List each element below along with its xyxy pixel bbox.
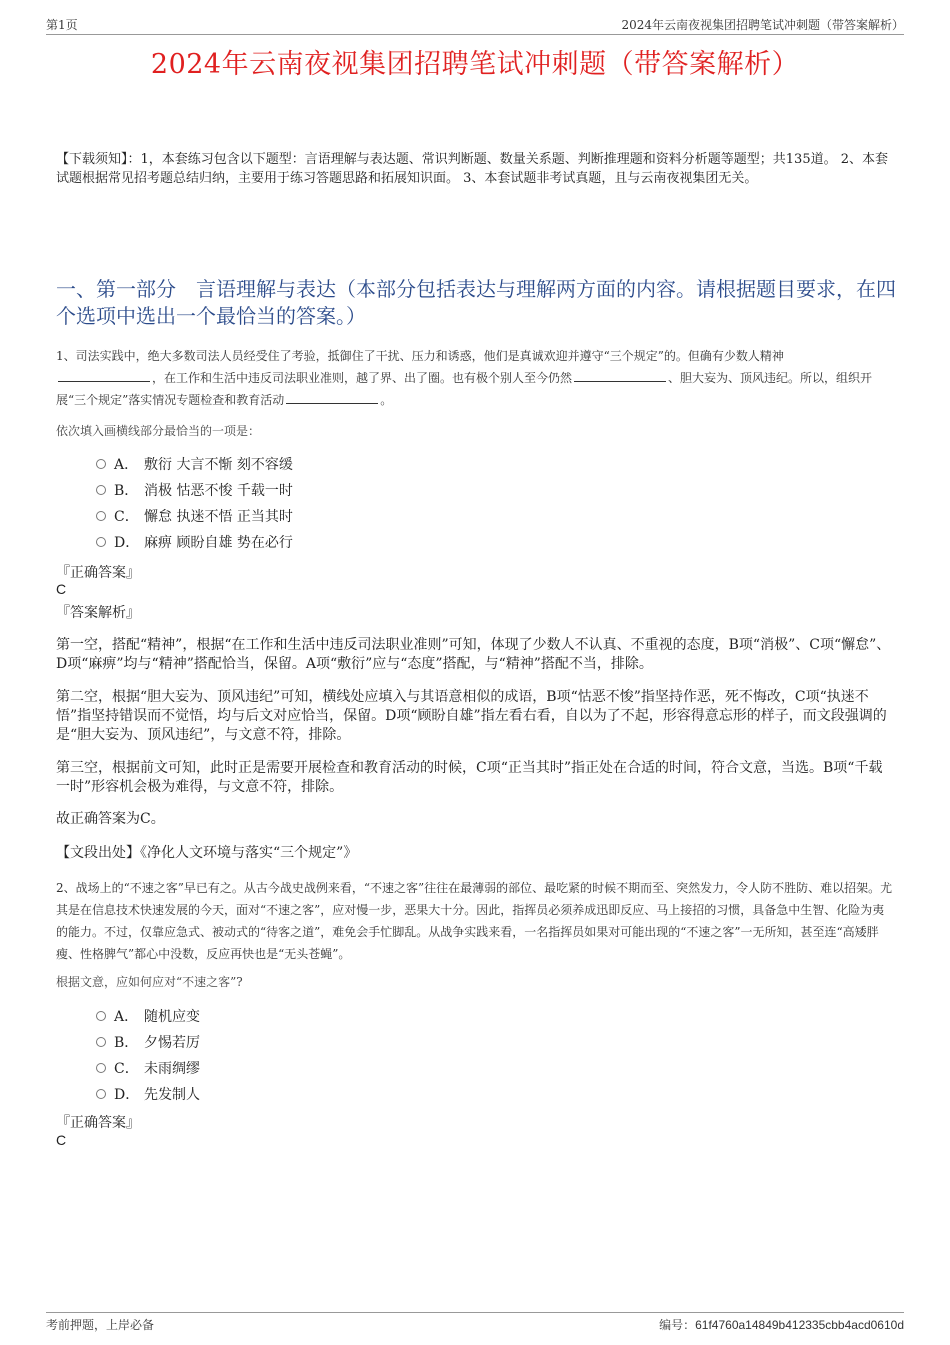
option-b[interactable]: B． 夕惕若厉 bbox=[96, 1030, 200, 1056]
page-footer bbox=[46, 1312, 904, 1333]
question-1-prompt: 依次填入画横线部分最恰当的一项是： bbox=[56, 424, 261, 438]
analysis-paragraph-3: 第三空，根据前文可知，此时正是需要开展检查和教育活动的时候，C项“正当其时”指正处在合适的时间，符合文意，当选。B项“千载一时”形容机会极为难得，与文意不符，排除。 bbox=[56, 760, 883, 795]
radio-icon[interactable] bbox=[96, 1089, 106, 1099]
radio-icon[interactable] bbox=[96, 459, 106, 469]
question-1-text-part: 、胆大妄为、顶风违纪。所以，组织开展“三个规定”落实情况专题检查和教育活动 bbox=[56, 371, 873, 407]
option-d[interactable]: D． 先发制人 bbox=[96, 1082, 200, 1108]
question-2-prompt: 根据文意，应如何应对“不速之客”? bbox=[56, 975, 243, 989]
radio-icon[interactable] bbox=[96, 1037, 106, 1047]
header-doc-title: 2024年云南夜视集团招聘笔试冲刺题（带答案解析） bbox=[621, 18, 904, 32]
radio-icon[interactable] bbox=[96, 485, 106, 495]
analysis-paragraph-2: 第二空，根据“胆大妄为、顶风违纪”可知，横线处应填入与其语意相似的成语，B项“怙恶不悛”指坚持作恶，死不悔改，C项“执迷不悟”指坚持错误而不觉悟，均与后文对应恰当，保留。D项“顾盼自雄”指左看右看，自以为了不起，形容得意忘形的样子，而文段强调的是“胆大妄为、顶风违纪”，与文意不符，排除。 bbox=[56, 689, 887, 743]
question-1-text-part: 。 bbox=[380, 393, 393, 407]
answer-label: 『正确答案』 bbox=[56, 565, 140, 581]
footer-code: 编号：61f4760a14849b412335cbb4acd0610d bbox=[659, 1318, 904, 1332]
question-2-text: 2、战场上的“不速之客”早已有之。从古今战史战例来看，“不速之客”往往在最薄弱的部位、最吃紧的时候不期而至、突然发力，令人防不胜防、难以招架。尤其是在信息技术快速发展的今天，面对“不速之客”，应对慢一步，恶果大十分。因此，指挥员必须养成迅即反应、马上接招的习惯，具备急中生智、化险为夷的能力。不过，仅靠应急式、被动式的“待客之道”，难免会手忙脚乱。从战争实践来看，一名指挥员如果对可能出现的“不速之客”一无所知，甚至连“高矮胖瘦、性格脾气”都心中没数，反应再快也是“无头苍蝇”。 bbox=[56, 881, 893, 961]
question-1-text-part: ，在工作和生活中违反司法职业准则，越了界、出了圈。也有极个别人至今仍然 bbox=[152, 371, 573, 385]
text-source: 【文段出处】《净化人文环境与落实“三个规定”》 bbox=[56, 845, 358, 861]
analysis-paragraph-1: 第一空，搭配“精神”，根据“在工作和生活中违反司法职业准则”可知，体现了少数人不认真、不重视的态度，B项“消极”、C项“懈怠”、D项“麻痹”均与“精神”搭配恰当，保留。A项“敷衍”应与“态度”搭配，与“精神”搭配不当，排除。 bbox=[56, 637, 891, 672]
radio-icon[interactable] bbox=[96, 511, 106, 521]
radio-icon[interactable] bbox=[96, 1063, 106, 1073]
download-notice: 【下载须知】：1，本套练习包含以下题型：言语理解与表达题、常识判断题、数量关系题、判断推理题和资料分析题等题型；共135道。 2、本套试题根据常见招考题总结归纳，主要用于练习答题思路和拓展知识面。 3、本套试题非考试真题，且与云南夜视集团无关。 bbox=[56, 152, 888, 186]
option-c[interactable]: C． 未雨绸缪 bbox=[96, 1056, 200, 1082]
radio-icon[interactable] bbox=[96, 537, 106, 547]
fill-blank-2 bbox=[574, 369, 666, 382]
document-title: 2024年云南夜视集团招聘笔试冲刺题（带答案解析） bbox=[150, 49, 800, 80]
option-d[interactable]: D． 麻痹 顾盼自雄 势在必行 bbox=[96, 530, 293, 556]
question-2-options bbox=[96, 1004, 200, 1108]
answer-value: C bbox=[56, 581, 67, 597]
answer-value: C bbox=[56, 1132, 67, 1148]
option-c[interactable]: C． 懈怠 执迷不悟 正当其时 bbox=[96, 504, 293, 530]
footer-slogan: 考前押题，上岸必备 bbox=[46, 1318, 155, 1332]
analysis-conclusion: 故正确答案为C。 bbox=[56, 811, 165, 827]
radio-icon[interactable] bbox=[96, 1011, 106, 1021]
answer-label: 『正确答案』 bbox=[56, 1115, 140, 1131]
page-header bbox=[46, 14, 904, 35]
option-a[interactable]: A． 敷衍 大言不惭 刻不容缓 bbox=[96, 452, 293, 478]
page-number: 第1页 bbox=[46, 18, 78, 32]
fill-blank-3 bbox=[286, 391, 378, 404]
option-a[interactable]: A． 随机应变 bbox=[96, 1004, 200, 1030]
section-heading: 一、第一部分 言语理解与表达（本部分包括表达与理解两方面的内容。请根据题目要求，在四个选项中选出一个最恰当的答案。） bbox=[56, 277, 896, 328]
question-1-options bbox=[96, 452, 293, 556]
option-b[interactable]: B． 消极 怙恶不悛 千载一时 bbox=[96, 478, 293, 504]
question-1-text-part: 1、司法实践中，绝大多数司法人员经受住了考验，抵御住了干扰、压力和诱惑，他们是真诚欢迎并遵守“三个规定”的。但确有少数人精神 bbox=[56, 349, 784, 363]
analysis-label: 『答案解析』 bbox=[56, 605, 140, 621]
fill-blank-1 bbox=[58, 369, 150, 382]
question-1-text bbox=[56, 345, 896, 411]
